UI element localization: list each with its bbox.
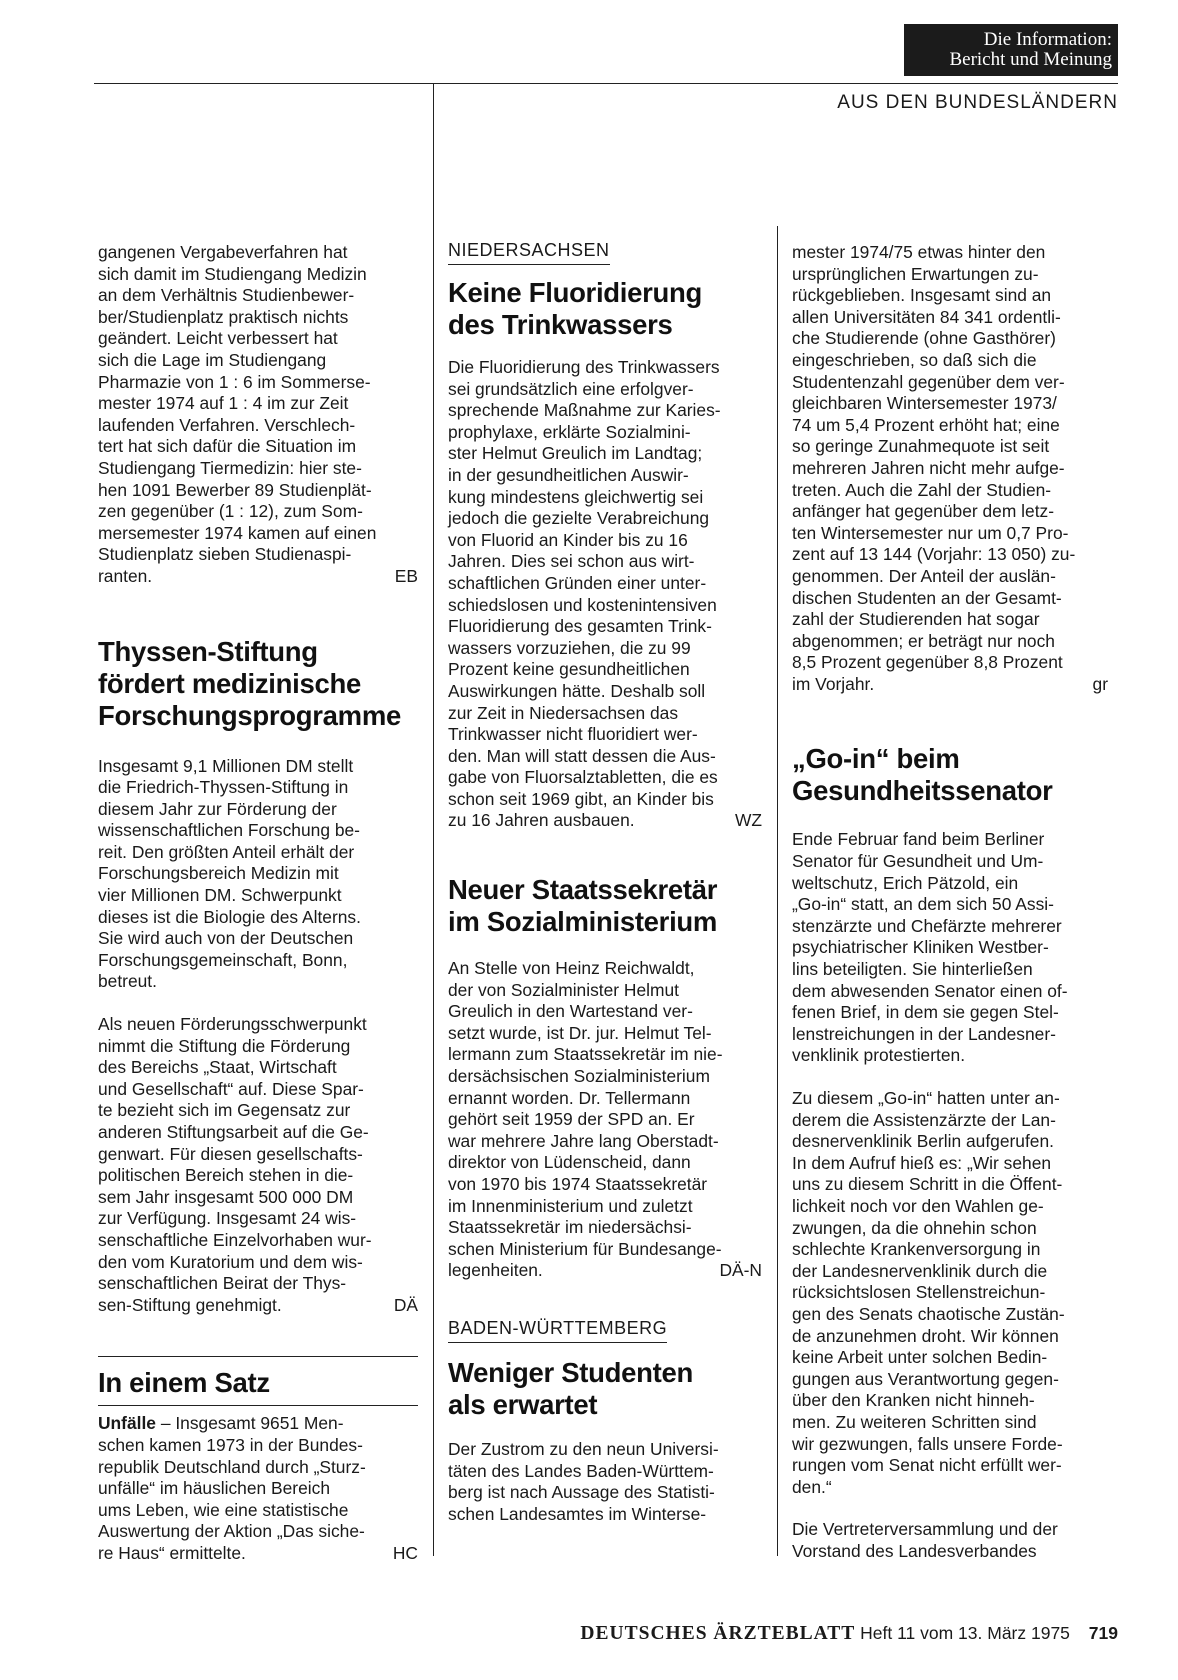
section-label: AUS DEN BUNDESLÄNDERN (837, 92, 1118, 113)
thyssen-paragraph-2 (98, 1014, 418, 1316)
go-in-paragraph-3: Die Vertreterversammlung und der Vorstand des Landesverbandes (792, 1519, 1058, 1561)
fluoridierung-headline: Keine Fluoridierung des Trinkwassers (448, 277, 703, 340)
staatssekretaer-body: An Stelle von Heinz Reichwaldt, der von Sozialminister Helmut Greulich in den Wartestand ver- setzt wurde, ist Dr. jur. Helmut Tel- lermann zum Staatssekretär im nie- dersächsischen Sozialministerium ernannt worden. Dr. Tellermann gehört seit 1959 der SPD an. Er war mehrere Jahre lang Oberstadt- direktor von Lüdenscheid, dann von 1970 bis 1974 Staatssekretär im Innenministerium und zuletzt Staatssekretär im niedersächsi- schen Ministerium für Bundesange- legenheiten. (448, 958, 723, 1281)
thyssen-headline: Thyssen-Stiftung fördert medizinische Forschungsprogramme (98, 635, 401, 731)
section-tag-line2: Bericht und Meinung (949, 49, 1112, 70)
section-tag-line1: Die Information: (983, 29, 1112, 50)
fluoridierung-body: Die Fluoridierung des Trinkwassers sei grundsätzlich eine erfolgver- sprechende Maßnahme zur Karies- prophylaxe, erklärte Sozialmini- ster Helmut Greulich im Landtag; in der gesundheitlichen Auswir- kung mindestens gleichwertig sei jedoch die gezielte Verabreichung von Fluorid an Kinder bis zu 16 Jahren. Dies sei schon aus wirt- schaftlichen Gründen einer unter- schiedslosen und kostenintensiven Fluoridierung des gesamten Trink- wassers vorzuziehen, die zu 99 Prozent keine gesundheitlichen Auswirkungen hätte. Deshalb soll zur Zeit in Niedersachsen das Trinkwasser nicht fluoridiert wer- den. Man will statt dessen die Aus- gabe von Fluorsalztabletten, die es schon seit 1969 gibt, an Kinder bis zu 16 Jahren ausbauen. (448, 357, 721, 831)
journal-name: DEUTSCHES ÄRZTEBLATT (580, 1623, 856, 1644)
in-einem-satz-rule-bottom (98, 1405, 418, 1406)
article-continuation (98, 242, 418, 588)
continuation-text: gangenen Vergabeverfahren hat sich damit im Studiengang Medizin an dem Verhältnis Studienbewer- ber/Studienplatz praktisch nichts geändert. Leicht verbessert hat sich die Lage im Studiengang Pharmazie von 1 : 6 im Sommerse- mester 1974 auf 1 : 4 im zur Zeit laufenden Verfahren. Verschlech- tert hat sich dafür die Situation im Studiengang Tiermedizin: hier ste- hen 1091 Bewerber 89 Studienplät- zen gegenüber (1 : 12), zum Som- mersemester 1974 kamen auf einen Studienplatz sieben Studienaspi- ranten. (98, 242, 377, 586)
studenten-headline: Weniger Studenten als erwartet (448, 1356, 693, 1420)
column-divider-right (777, 226, 778, 1556)
thyssen-paragraph-1: Insgesamt 9,1 Millionen DM stellt die Friedrich-Thyssen-Stiftung in diesem Jahr zur Förderung der wissenschaftlichen Forschung be- reit. Den größten Anteil erhält der Forschungsbereich Medizin mit vier Millionen DM. Schwerpunkt dieses ist die Biologie des Alterns. Sie wird auch von der Deutschen Forschungsgemeinschaft, Bonn, betreut. (98, 755, 361, 992)
author-initials: WZ (734, 810, 762, 831)
in-einem-satz-body: – Insgesamt 9651 Men- schen kamen 1973 in der Bundes- republik Deutschland durch „Sturz- unfälle“ im häuslichen Bereich ums Leben, wie eine statistische Auswertung der Aktion „Das siche- re Haus“ ermittelte. (98, 1413, 366, 1563)
column-3 (792, 242, 1120, 1562)
in-einem-satz-rule-top (98, 1356, 418, 1357)
go-in-paragraph-2: Zu diesem „Go-in“ hatten unter an- derem die Assistenzärzte der Lan- desnervenklinik Berlin aufgerufen. In dem Aufruf hieß es: „Wir sehen uns zu diesem Schritt in die Öffent- lichkeit noch vor den Wahlen ge- zwungen, da die ohnehin schon schlechte Krankenversorgung in der Landesnervenklinik durch die rücksichtslosen Stellenstreichun- gen des Senats chaotische Zustän- de anzunehmen droht. Wir können keine Arbeit unter solchen Bedin- gungen aus Verantwortung gegen- über den Kranken nicht hinneh- men. Zu weiteren Schritten sind wir gezwungen, falls unsere Forde- rungen vom Senat nicht erfüllt wer- den.“ (792, 1088, 1065, 1497)
region-kicker-baden-wuerttemberg: BADEN-WÜRTTEMBERG (448, 1318, 667, 1343)
author-initials: DÄ (393, 1294, 418, 1315)
region-kicker-niedersachsen: NIEDERSACHSEN (448, 240, 610, 265)
column-2 (448, 242, 762, 1525)
go-in-paragraph-1: Ende Februar fand beim Berliner Senator für Gesundheit und Um- weltschutz, Erich Pätzold, ein „Go-in“ statt, an dem sich 50 Assi- stenzärzte und Chefärzte mehrerer psychiatrischer Kliniken Westber- lins beteiligten. Sie hinterließen dem abwesenden Senator einen of- fenen Brief, in dem sie gegen Stel- lenstreichungen in der Landesner- venklinik protestierten. (792, 829, 1068, 1066)
in-einem-satz-text (98, 1413, 418, 1564)
thyssen-paragraph-2-text: Als neuen Förderungsschwerpunkt nimmt die Stiftung die Förderung des Bereichs „Staat, Wirtschaft und Gesellschaft“ auf. Diese Spar- te bezieht sich im Gegensatz zur anderen Stiftungsarbeit auf die Ge- genwart. Für diesen gesellschafts- politischen Bereich stehen in die- sem Jahr insgesamt 500 000 DM zur Verfügung. Insgesamt 24 wis- senschaftliche Einzelvorhaben wur- den vom Kuratorium und dem wis- senschaftlichen Beirat der Thys- sen-Stiftung genehmigt. (98, 1014, 372, 1315)
staatssekretaer-headline: Neuer Staatssekretär im Sozialministerium (448, 874, 718, 938)
column-divider-left (433, 84, 434, 1556)
in-einem-satz-headline: In einem Satz (98, 1367, 270, 1399)
studenten-continuation-text: mester 1974/75 etwas hinter den ursprünglichen Erwartungen zu- rückgeblieben. Insgesamt sind an allen Universitäten 84 341 ordentli- che Studierende (ohne Gasthörer) eingeschrieben, so daß sich die Studentenzahl gegenüber dem ver- gleichbaren Wintersemester 1973/ 74 um 5,4 Prozent erhöht hat; eine so geringe Zunahmequote ist seit mehreren Jahren nicht mehr aufge- treten. Auch die Zahl der Studien- anfänger hat gegenüber dem letz- ten Wintersemester nur um 0,7 Pro- zent auf 13 144 (Vorjahr: 13 050) zu- genommen. Der Anteil der auslän- dischen Studenten an der Gesamt- zahl der Studierenden hat sogar abgenommen; er beträgt nur noch 8,5 Prozent gegenüber 8,8 Prozent im Vorjahr. (792, 242, 1076, 694)
author-initials: gr (1092, 673, 1108, 694)
studenten-continuation (792, 242, 1120, 695)
studenten-text: Der Zustrom zu den neun Universi- täten des Landes Baden-Württem- berg ist nach Aussage des Statisti- schen Landesamtes im Winterse- (448, 1438, 719, 1524)
header-rule (94, 83, 1118, 84)
page-number: 719 (1088, 1623, 1118, 1643)
staatssekretaer-text (448, 958, 762, 1282)
column-1 (98, 242, 418, 1565)
fluoridierung-text (448, 357, 762, 832)
page-footer (580, 1623, 1118, 1645)
section-tag (904, 24, 1118, 76)
author-initials: HC (392, 1542, 418, 1563)
in-einem-satz-lead: Unfälle (98, 1413, 156, 1434)
go-in-headline: „Go-in“ beim Gesundheitssenator (792, 743, 1053, 807)
author-initials: EB (394, 565, 418, 586)
issue-info: Heft 11 vom 13. März 1975 (860, 1623, 1070, 1643)
author-initials: DÄ-N (719, 1260, 762, 1281)
